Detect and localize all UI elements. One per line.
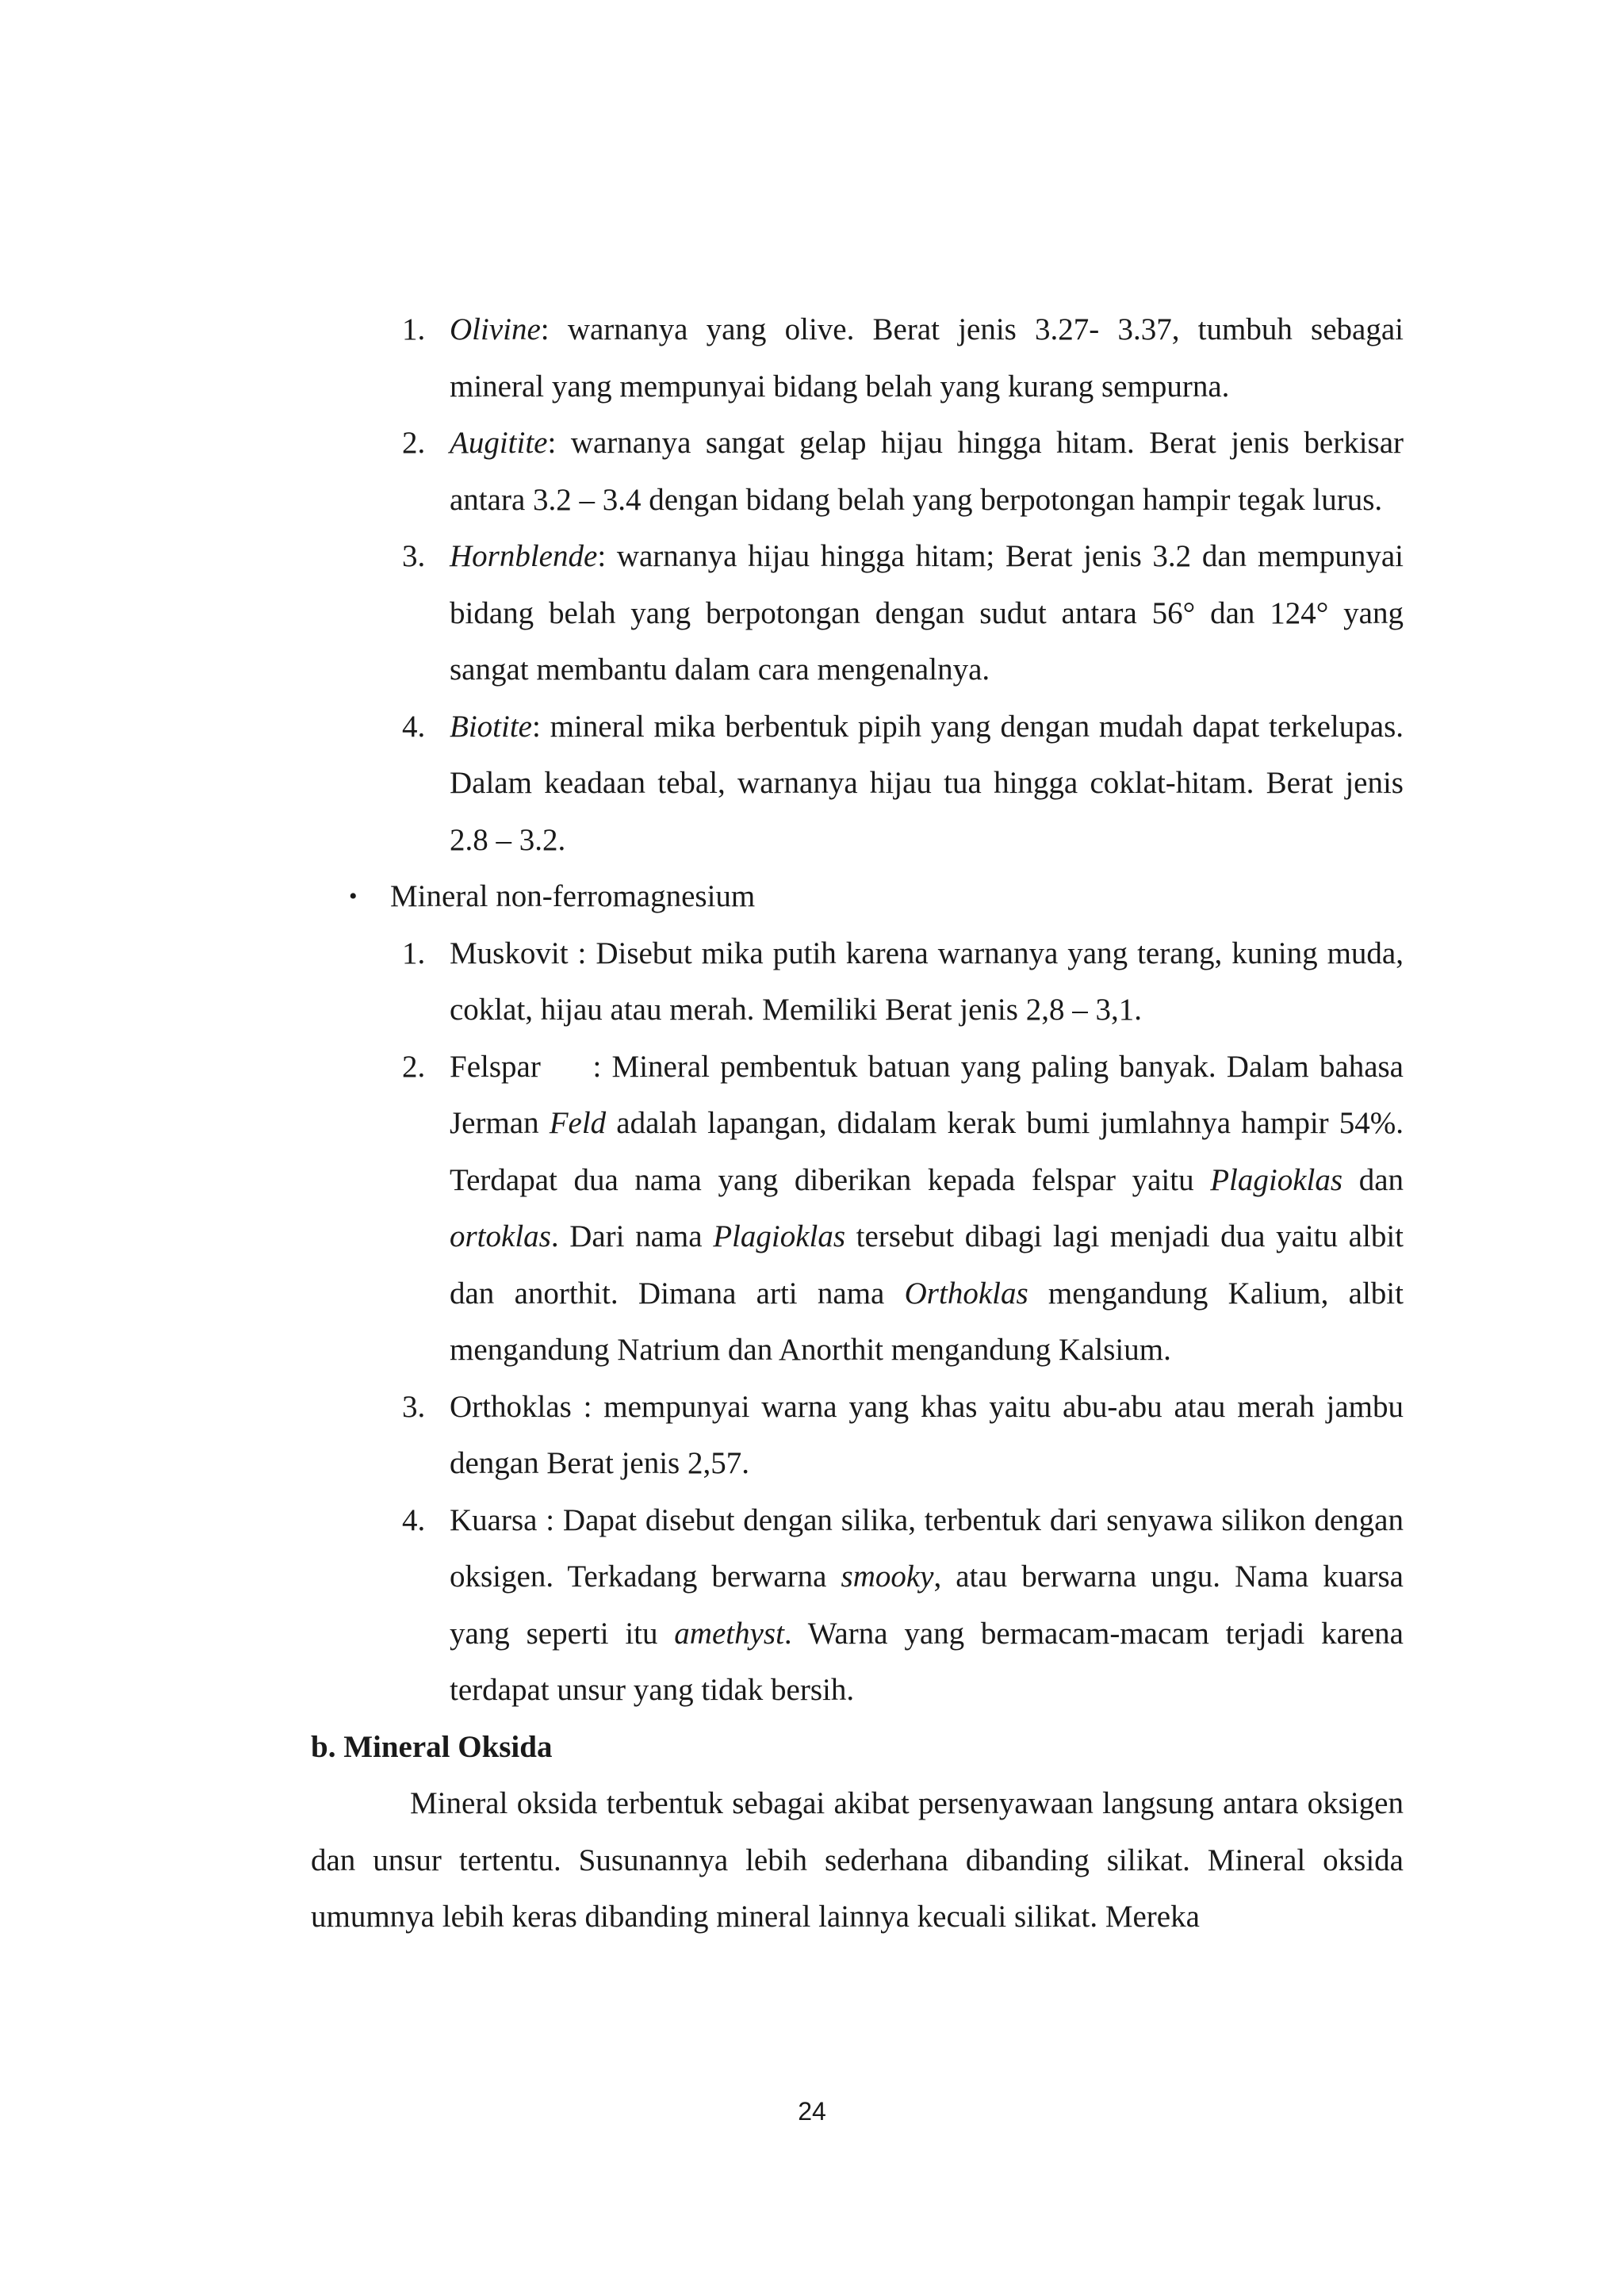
italic-term: smooky: [841, 1559, 934, 1594]
mineral-term: Olivine: [450, 312, 541, 346]
italic-term: Feld: [549, 1106, 607, 1140]
list-number: 2.: [402, 1049, 426, 1084]
list-text: adalah lapangan, didalam kerak bumi jumlahnya hampir 54%. Terdapat dua nama yang diberikan kepada felspar yaitu: [450, 1106, 1404, 1197]
page-number: 24: [798, 2097, 826, 2126]
list-number: 1.: [402, 312, 426, 346]
list-item-biotite: [311, 698, 1404, 869]
body-paragraph: Mineral oksida terbentuk sebagai akibat persenyawaan langsung antara oksigen dan unsur tertentu. Susunannya lebih sederhana dibanding silikat. Mineral oksida umumnya lebih keras dibanding mineral lainnya kecuali silikat. Mereka: [311, 1786, 1404, 1934]
list-text: . Warna yang bermacam-macam terjadi karena terdapat unsur yang tidak bersih.: [450, 1616, 1404, 1707]
bullet-non-ferromagnesium: [311, 868, 1404, 925]
list-item-kuarsa: [311, 1492, 1404, 1719]
list-text: : warnanya sangat gelap hijau hingga hitam. Berat jenis berkisar antara 3.2 – 3.4 dengan bidang belah yang berpotongan hampir tegak lurus.: [450, 426, 1404, 517]
italic-term: amethyst: [674, 1616, 784, 1651]
italic-term: ortoklas: [450, 1219, 551, 1253]
italic-term: Plagioklas: [1210, 1162, 1343, 1197]
list-text: : mineral mika berbentuk pipih yang dengan mudah dapat terkelupas. Dalam keadaan tebal, warnanya hijau tua hingga coklat-hitam. Berat jenis 2.8 – 3.2.: [450, 709, 1404, 857]
list-text: tersebut dibagi lagi menjadi dua yaitu albit dan anorthit. Dimana arti nama: [450, 1219, 1404, 1311]
list-text: . Dari nama: [550, 1219, 714, 1253]
list-text: dan: [1342, 1162, 1404, 1197]
list-number: 4.: [402, 1502, 426, 1537]
list-text: : warnanya hijau hingga hitam; Berat jenis 3.2 dan mempunyai bidang belah yang berpotongan dengan sudut antara 56° dan 124° yang sangat membantu dalam cara mengenalnya.: [450, 539, 1404, 687]
italic-term: Orthoklas: [904, 1276, 1028, 1311]
list-item-hornblende: [311, 528, 1404, 698]
bullet-icon: •: [349, 883, 358, 909]
list-item-orthoklas: [311, 1379, 1404, 1492]
list-number: 4.: [402, 709, 426, 744]
mineral-term: Augitite: [450, 426, 548, 460]
list-text: Felspar : Mineral pembentuk batuan yang paling banyak. Dalam bahasa Jerman: [450, 1049, 1404, 1140]
list-number: 3.: [402, 539, 426, 573]
list-number: 1.: [402, 936, 426, 970]
page-body: [311, 301, 1404, 1946]
list-text: Muskovit : Disebut mika putih karena warnanya yang terang, kuning muda, coklat, hijau atau merah. Memiliki Berat jenis 2,8 – 3,1.: [450, 936, 1404, 1027]
mineral-term: Biotite: [450, 709, 532, 744]
list-item-felspar: [311, 1039, 1404, 1379]
list-text: : warnanya yang olive. Berat jenis 3.27- 3.37, tumbuh sebagai mineral yang mempunyai bidang belah yang kurang sempurna.: [450, 312, 1404, 404]
list-item-muskovit: [311, 925, 1404, 1039]
list-number: 3.: [402, 1389, 426, 1424]
list-text: Kuarsa : Dapat disebut dengan silika, terbentuk dari senyawa silikon dengan oksigen. Terkadang berwarna: [450, 1502, 1404, 1594]
section-heading: b. Mineral Oksida: [311, 1729, 553, 1764]
bullet-label: Mineral non-ferromagnesium: [390, 879, 756, 913]
list-text: , atau berwarna ungu. Nama kuarsa yang seperti itu: [450, 1559, 1404, 1651]
list-text: Orthoklas : mempunyai warna yang khas yaitu abu-abu atau merah jambu dengan Berat jenis 2,57.: [450, 1389, 1404, 1480]
list-text: mengandung Kalium, albit mengandung Natrium dan Anorthit mengandung Kalsium.: [450, 1276, 1404, 1367]
list-number: 2.: [402, 426, 426, 460]
list-item-olivine: [311, 301, 1404, 415]
italic-term: Plagioklas: [713, 1219, 846, 1253]
mineral-term: Hornblende: [450, 539, 598, 573]
list-item-augitite: [311, 415, 1404, 528]
